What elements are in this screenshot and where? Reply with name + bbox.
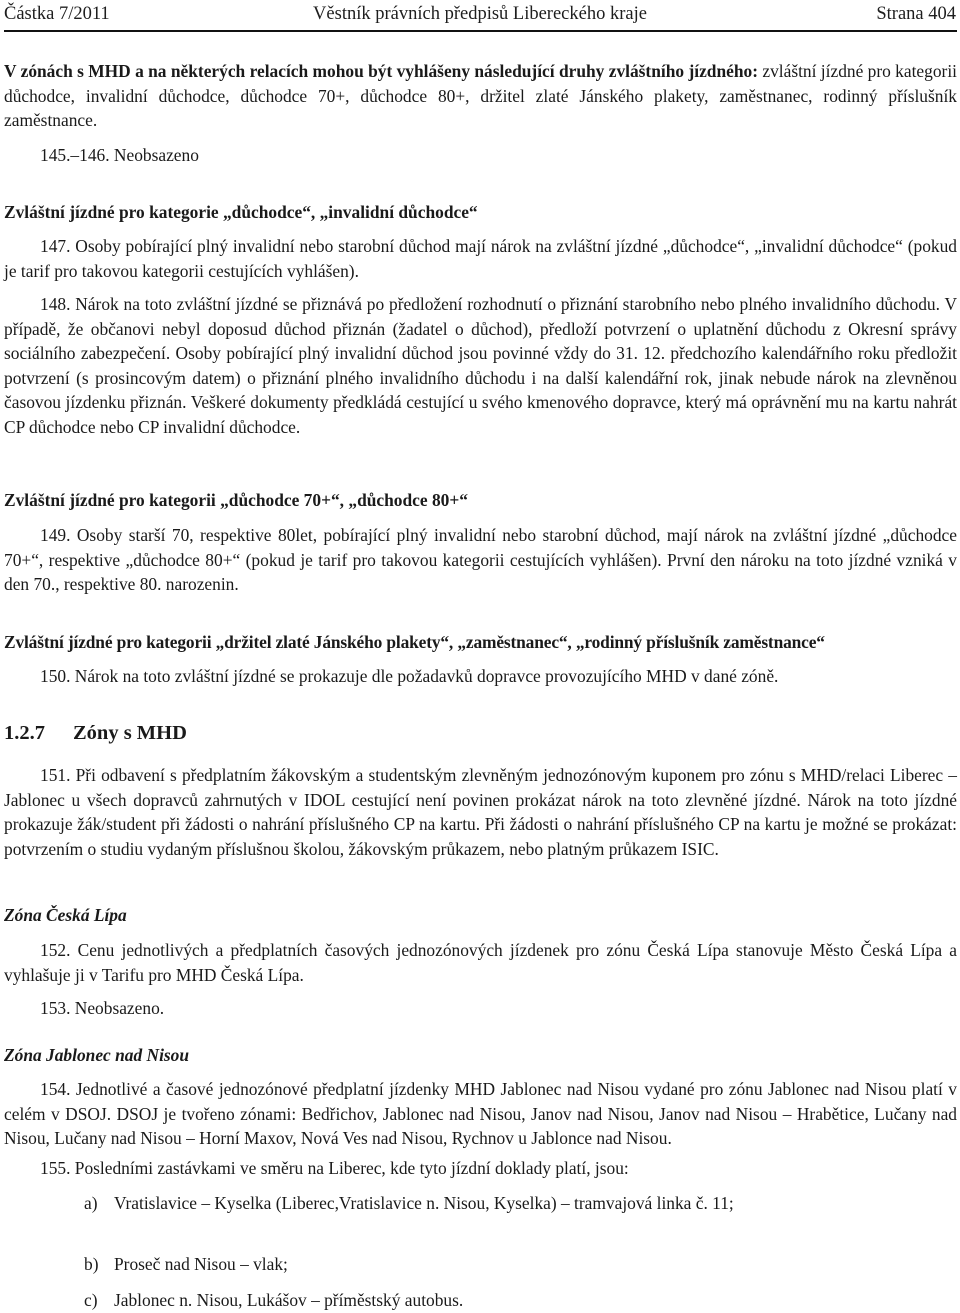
list-item-letter: c) bbox=[84, 1290, 98, 1310]
paragraph-153: 153. Neobsazeno. bbox=[40, 998, 165, 1018]
paragraph-152: 152. Cenu jednotlivých a předplatních časových jednozónových jízdenek pro zónu Česká Lípa stanovuje Město Česká Lípa a vyhlašuje ji v Tarifu pro MHD Česká Lípa. bbox=[4, 940, 957, 985]
intro-bold: V zónách s MHD a na některých relacích mohou být vyhlášeny následující druhy zvláštního jízdného: bbox=[4, 61, 759, 81]
list-item-text: Jablonec n. Nisou, Lukášov – příměstský autobus. bbox=[114, 1290, 464, 1310]
heading-duchodce: Zvláštní jízdné pro kategorie „důchodce“, „invalidní důchodce“ bbox=[4, 202, 478, 222]
paragraph-148: 148. Nárok na toto zvláštní jízdné se přiznává po předložení rozhodnutí o přiznání starobního nebo plného invalidního důchodu. V případě, že občanovi nebyl doposud důchod přiznán (žadatel o důchod), předloží potvrzení o uplatnění důchodu z Okresní správy sociálního zabezpečení. Osoby pobírající plný invalidní důchod jsou povinné vždy do 31. 12. předchozího kalendářního roku předložit potvrzení (s prosincovým datem) o přiznání plného invalidního důchodu i na další kalendářní rok, jinak nebude nárok na zlevněnou časovou jízdenku přiznán. Veškeré dokumenty předkládá cestující u svého kmenového dopravce, který má oprávnění mu na kartu nahrát CP důchodce nebo CP invalidní důchodce. bbox=[4, 294, 957, 437]
list-item-letter: b) bbox=[84, 1254, 99, 1274]
section-title: Zóny s MHD bbox=[73, 722, 187, 744]
paragraph-155: 155. Posledními zastávkami ve směru na Liberec, kde tyto jízdní doklady platí, jsou: bbox=[40, 1158, 629, 1178]
intro-text: zvláštní jízdné pro kategorii důchodce, invalidní důchodce, důchodce 70+, důchodce 80+, držitel zlaté Jánského plakety, zaměstnanec, rodinný příslušník zaměstnance. bbox=[4, 61, 957, 130]
heading-ceska-lipa: Zóna Česká Lípa bbox=[4, 905, 127, 925]
heading-duchodce-70-80: Zvláštní jízdné pro kategorii „důchodce 70+“, „důchodce 80+“ bbox=[4, 490, 468, 510]
list-item-letter: a) bbox=[84, 1193, 98, 1213]
section-number: 1.2.7 bbox=[4, 722, 45, 744]
list-item-text: Proseč nad Nisou – vlak; bbox=[114, 1254, 288, 1274]
header-center: Věstník právních předpisů Libereckého kraje bbox=[313, 4, 647, 24]
paragraph-151: 151. Při odbavení s předplatním žákovským a studentským zlevněným jednozónovým kuponem pro zónu s MHD/relaci Liberec – Jablonec u všech dopravců zahrnutých v IDOL cestující není povinen prokázat nárok na toto zlevněné jízdné. Nárok na toto jízdné prokazuje žák/student při žádosti o nahrání příslušného CP na kartu. Při žádosti o nahrání příslušného CP na kartu je možné se prokázat: potvrzením o studiu vydaným příslušnou školou, žákovským průkazem, nebo platným průkazem ISIC. bbox=[4, 765, 957, 859]
paragraph-154: 154. Jednotlivé a časové jednozónové předplatní jízdenky MHD Jablonec nad Nisou vydané pro zónu Jablonec nad Nisou platí v celém v DSOJ. DSOJ je tvořeno zónami: Bedřichov, Jablonec nad Nisou, Janov nad Nisou, Janov nad Nisou – Hrabětice, Lučany nad Nisou, Lučany nad Nisou – Horní Maxov, Nová Ves nad Nisou, Rychnov u Jablonce nad Nisou. bbox=[4, 1079, 957, 1148]
header-right: Strana 404 bbox=[876, 4, 956, 24]
intro-paragraph bbox=[4, 59, 957, 133]
heading-janskeho-plakety: Zvláštní jízdné pro kategorii „držitel zlaté Jánského plakety“, „zaměstnanec“, „rodinný příslušník zaměstnance“ bbox=[4, 632, 825, 652]
paragraph-150: 150. Nárok na toto zvláštní jízdné se prokazuje dle požadavků dopravce provozujícího MHD v dané zóně. bbox=[40, 666, 779, 686]
header-rule bbox=[4, 30, 957, 32]
header-left: Částka 7/2011 bbox=[4, 4, 110, 24]
section-heading bbox=[4, 721, 957, 746]
paragraph-149: 149. Osoby starší 70, respektive 80let, pobírající plný invalidní nebo starobní důchod, mají nárok na zvláštní jízdné „důchodce 70+“, respektive „důchodce 80+“ (pokud je tarif pro takovou kategorii cestujících vyhlášen). První den nároku na toto jízdné vzniká v den 70., respektive 80. narozenin. bbox=[4, 525, 957, 594]
list-item-text: Vratislavice – Kyselka (Liberec,Vratislavice n. Nisou, Kyselka) – tramvajová linka č. 11; bbox=[114, 1193, 734, 1213]
paragraph-147: 147. Osoby pobírající plný invalidní nebo starobní důchod mají nárok na zvláštní jízdné „důchodce“, „invalidní důchodce“ (pokud je tarif pro takovou kategorii cestujících vyhlášen). bbox=[4, 236, 957, 281]
heading-jablonec: Zóna Jablonec nad Nisou bbox=[4, 1045, 190, 1065]
paragraph-145: 145.–146. Neobsazeno bbox=[40, 145, 199, 165]
